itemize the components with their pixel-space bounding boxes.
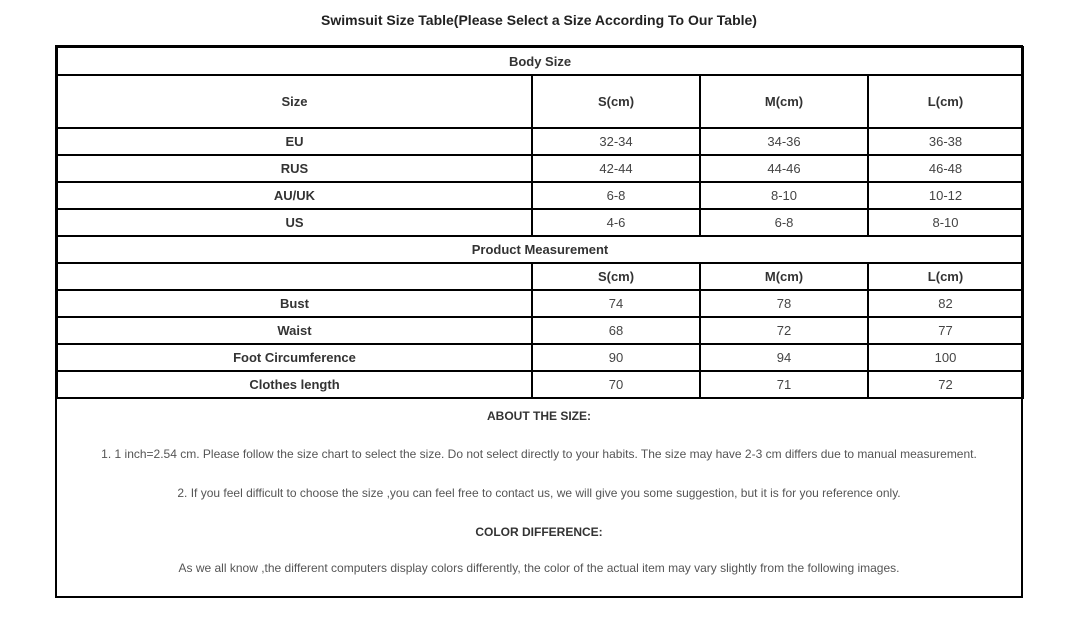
table-row [57,155,1023,182]
color-difference-text: As we all know ,the different computers display colors differently, the color of the actual item may vary slightly from the following images. [178,561,900,575]
table-row [57,209,1023,236]
table-row [57,182,1023,209]
cell-l: 10-12 [868,182,1023,209]
cell-l: 36-38 [868,128,1023,155]
cell-s: 74 [532,290,700,317]
table-row [57,290,1023,317]
notes-section [57,400,1021,575]
header-size: Size [57,75,532,128]
section-row-body-size [57,47,1023,75]
cell-l: 72 [868,371,1023,398]
size-table [56,46,1024,399]
header-row-product-measurement [57,263,1023,290]
row-label: Clothes length [57,371,532,398]
cell-m: 6-8 [700,209,868,236]
header-m: M(cm) [700,75,868,128]
about-size-heading: ABOUT THE SIZE: [487,409,591,423]
section-row-product-measurement [57,236,1023,263]
note-1: 1. 1 inch=2.54 cm. Please follow the size chart to select the size. Do not select directly to your habits. The size may have 2-3 cm differs due to manual measurement. [101,447,977,461]
row-label: EU [57,128,532,155]
row-label: AU/UK [57,182,532,209]
cell-m: 71 [700,371,868,398]
row-label: US [57,209,532,236]
table-row [57,317,1023,344]
cell-m: 8-10 [700,182,868,209]
row-label: RUS [57,155,532,182]
cell-l: 82 [868,290,1023,317]
cell-s: 42-44 [532,155,700,182]
cell-l: 100 [868,344,1023,371]
cell-s: 70 [532,371,700,398]
cell-s: 4-6 [532,209,700,236]
cell-m: 44-46 [700,155,868,182]
cell-s: 90 [532,344,700,371]
cell-s: 68 [532,317,700,344]
section-label-body-size: Body Size [57,47,1023,75]
color-difference-heading: COLOR DIFFERENCE: [475,525,603,539]
row-label: Waist [57,317,532,344]
header-blank [57,263,532,290]
size-chart-frame [55,45,1023,598]
cell-s: 32-34 [532,128,700,155]
table-row [57,371,1023,398]
row-label: Foot Circumference [57,344,532,371]
row-label: Bust [57,290,532,317]
cell-l: 46-48 [868,155,1023,182]
cell-l: 77 [868,317,1023,344]
cell-m: 94 [700,344,868,371]
header-s: S(cm) [532,75,700,128]
header-l: L(cm) [868,263,1023,290]
note-2: 2. If you feel difficult to choose the size ,you can feel free to contact us, we will give you some suggestion, but it is for you reference only. [177,486,901,500]
cell-s: 6-8 [532,182,700,209]
cell-m: 34-36 [700,128,868,155]
table-row [57,344,1023,371]
cell-m: 72 [700,317,868,344]
header-m: M(cm) [700,263,868,290]
header-s: S(cm) [532,263,700,290]
page-title: Swimsuit Size Table(Please Select a Size According To Our Table) [321,12,757,28]
table-row [57,128,1023,155]
header-l: L(cm) [868,75,1023,128]
header-row-body-size [57,75,1023,128]
cell-l: 8-10 [868,209,1023,236]
section-label-product-measurement: Product Measurement [57,236,1023,263]
cell-m: 78 [700,290,868,317]
